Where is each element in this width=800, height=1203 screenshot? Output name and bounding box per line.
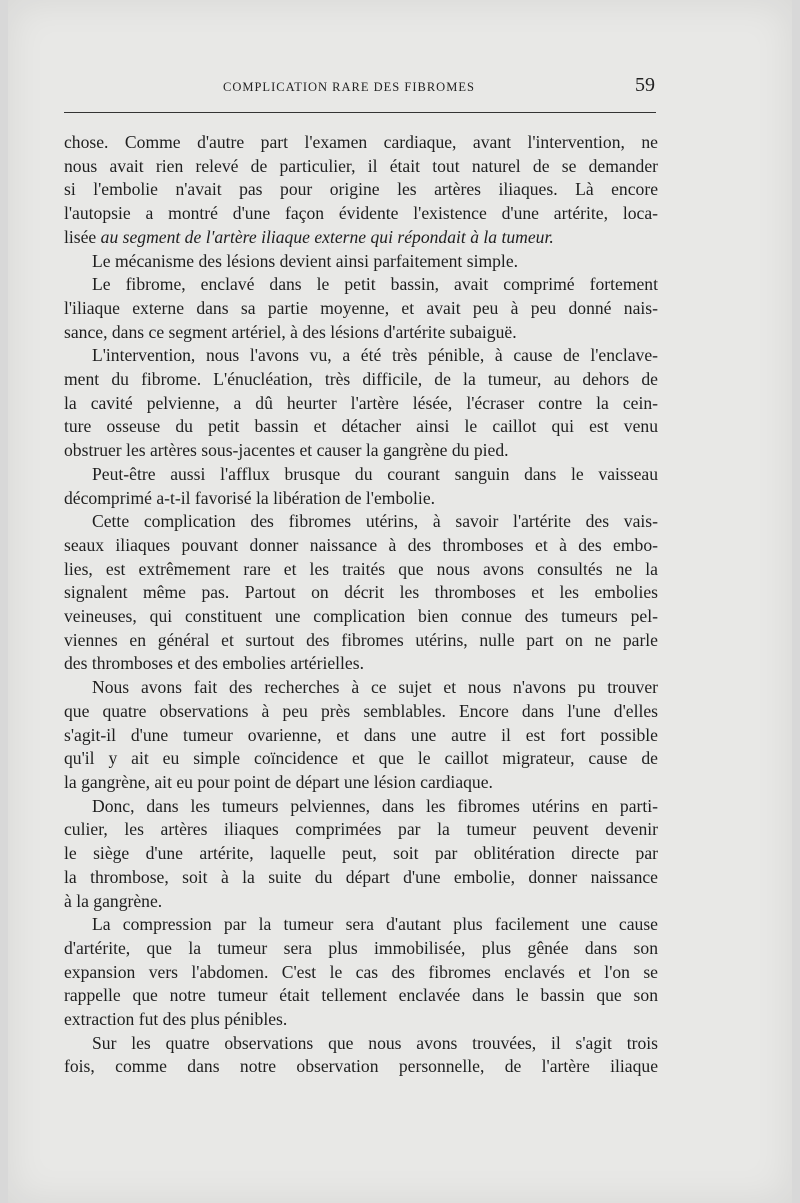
text-line: Donc, dans les tumeurs pelviennes, dans les fibromes utérins en parti- (92, 795, 658, 816)
text-line: La compression par la tumeur sera d'autant plus facilement une cause (92, 914, 658, 935)
text-line: Le fibrome, enclavé dans le petit bassin, avait comprimé fortement (92, 274, 658, 295)
text-fragment: lisée (64, 226, 101, 247)
header-rule (64, 112, 656, 113)
text-line: expansion vers l'abdomen. C'est le cas des fibromes enclavés et l'on se (64, 961, 658, 982)
italic-text: au segment de l'artère iliaque externe qui répondait à la tumeur. (100, 226, 554, 247)
text-line: obstruer les artères sous-jacentes et causer la gangrène du pied. (64, 440, 509, 461)
page-number: 59 (635, 74, 655, 96)
text-line: la cavité pelvienne, a dû heurter l'artère lésée, l'écraser contre la cein- (64, 392, 658, 413)
text-line: d'artérite, que la tumeur sera plus immobilisée, plus gênée dans son (64, 937, 658, 958)
paragraph (64, 273, 658, 344)
text-line: L'intervention, nous l'avons vu, a été très pénible, à cause de l'enclave- (92, 345, 658, 366)
paragraph (64, 510, 658, 676)
text-line: Cette complication des fibromes utérins, à savoir l'artérite des vais- (92, 511, 658, 532)
paragraph (64, 1032, 658, 1079)
text-line: viennes en général et surtout des fibromes utérins, nulle part on ne parle (64, 629, 658, 650)
paragraph (64, 250, 658, 274)
body-text (64, 131, 658, 1079)
text-line: décomprimé a-t-il favorisé la libération de l'embolie. (64, 487, 436, 508)
paragraph (64, 463, 658, 510)
text-line: le siège d'une artérite, laquelle peut, soit par oblitération directe par (64, 843, 658, 864)
paragraph (64, 795, 658, 914)
page-header (8, 76, 792, 106)
text-line: rappelle que notre tumeur était tellement enclavée dans le bassin que son (64, 985, 658, 1006)
paragraph (64, 131, 658, 250)
paragraph (64, 676, 658, 795)
text-line: l'autopsie a montré d'une façon évidente l'existence d'une artérite, loca- (64, 203, 658, 224)
text-line: si l'embolie n'avait pas pour origine les artères iliaques. Là encore (64, 179, 658, 200)
text-line: chose. Comme d'autre part l'examen cardiaque, avant l'intervention, ne (64, 132, 658, 152)
text-line: sance, dans ce segment artériel, à des lésions d'artérite subaiguë. (64, 321, 517, 342)
text-line: seaux iliaques pouvant donner naissance à des thromboses et à des embo- (64, 534, 658, 555)
text-line: Nous avons fait des recherches à ce sujet et nous n'avons pu trouver (92, 677, 658, 698)
text-line: à la gangrène. (64, 890, 163, 911)
book-page (8, 0, 792, 1203)
text-line: que quatre observations à peu près semblables. Encore dans l'une d'elles (64, 700, 658, 721)
paragraph (64, 344, 658, 463)
text-line: fois, comme dans notre observation personnelle, de l'artère iliaque (64, 1056, 658, 1077)
text-line: nous avait rien relevé de particulier, il était tout naturel de se demander (64, 155, 658, 176)
text-line: la gangrène, ait eu pour point de départ une lésion cardiaque. (64, 771, 493, 792)
text-line: extraction fut des plus pénibles. (64, 1009, 288, 1030)
text-line: ment du fibrome. L'énucléation, très difficile, de la tumeur, au dehors de (64, 369, 658, 390)
running-title: COMPLICATION RARE DES FIBROMES (223, 80, 475, 94)
text-line: la thrombose, soit à la suite du départ d'une embolie, donner naissance (64, 866, 658, 887)
text-line: qu'il y ait eu simple coïncidence et que le caillot migrateur, cause de (64, 748, 658, 769)
text-line: ture osseuse du petit bassin et détacher ainsi le caillot qui est venu (64, 416, 658, 437)
paragraph (64, 913, 658, 1032)
text-line: lies, est extrêmement rare et les traités que nous avons consultés ne la (64, 558, 658, 579)
text-line: Sur les quatre observations que nous avons trouvées, il s'agit trois (92, 1032, 658, 1053)
text-line: l'iliaque externe dans sa partie moyenne, et avait peu à peu donné nais- (64, 297, 658, 318)
text-line: s'agit-il d'une tumeur ovarienne, et dans une autre il est fort possible (64, 724, 658, 745)
text-line: signalent même pas. Partout on décrit les thromboses et les embolies (64, 582, 658, 603)
text-line: des thromboses et des embolies artérielles. (64, 653, 364, 674)
text-line: culier, les artères iliaques comprimées par la tumeur peuvent devenir (64, 819, 658, 840)
text-line: veineuses, qui constituent une complication bien connue des tumeurs pel- (64, 606, 658, 627)
text-line: Le mécanisme des lésions devient ainsi parfaitement simple. (92, 250, 519, 271)
text-line: Peut-être aussi l'afflux brusque du courant sanguin dans le vaisseau (92, 463, 658, 484)
text-line (64, 226, 658, 250)
